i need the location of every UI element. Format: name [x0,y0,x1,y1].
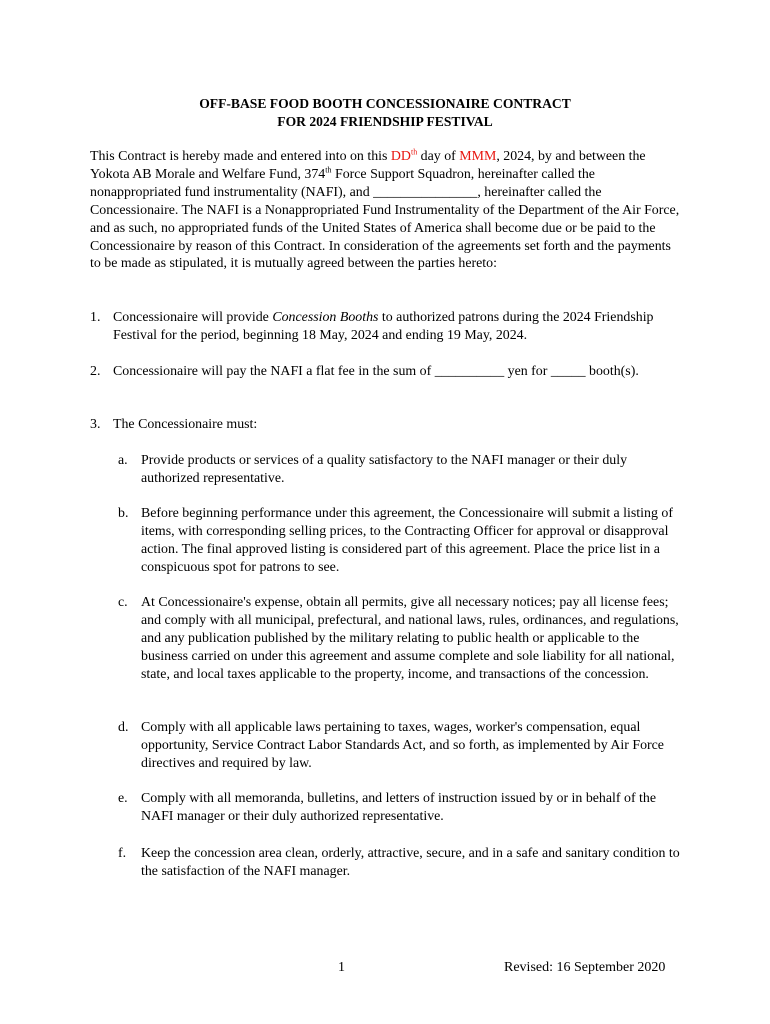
sub-item-c [118,594,688,684]
sub-item-text: Before beginning performance under this agreement, the Concessionaire will submit a listing of items, with corresponding selling prices, to the Contracting Officer for approval or disapproval action. The final approved listing is considered part of this agreement. Place the price list in a conspicuous spot for patrons to see. [141,506,673,575]
list-item-text: Concessionaire will provide [113,310,273,325]
sub-item-letter: d. [118,720,129,735]
sub-item-letter: e. [118,791,128,806]
intro-text-1: This Contract is hereby made and entered into on this [90,149,391,164]
sub-item-text: Provide products or services of a quality satisfactory to the NAFI manager or their duly authorized representative. [141,453,628,486]
list-item-number: 2. [90,364,101,379]
list-item-2 [90,363,685,381]
squadron-suffix: th [325,165,332,175]
page-number: 1 [338,960,345,975]
list-item-number: 3. [90,417,101,432]
list-item-text: The Concessionaire must: [113,417,258,432]
sub-item-b [118,505,688,577]
revision-date: Revised: 16 September 2020 [504,960,666,975]
intro-paragraph [90,148,685,273]
contract-title-line2: FOR 2024 FRIENDSHIP FESTIVAL [277,114,493,129]
month-placeholder: MMM [459,149,497,164]
day-suffix: th [410,147,418,157]
intro-text-2: day of [417,149,460,164]
sub-item-a [118,452,688,488]
day-placeholder: DD [390,149,411,164]
list-item-1 [90,309,685,345]
contract-title-line1: OFF-BASE FOOD BOOTH CONCESSIONAIRE CONTRACT [199,96,571,111]
sub-item-e [118,790,688,826]
sub-item-letter: f. [118,846,127,861]
sub-item-text: Comply with all applicable laws pertaining to taxes, wages, worker's compensation, equal opportunity, Service Contract Labor Standards Act, and so forth, as implemented by Air Force directives and required by law. [141,720,664,771]
list-item-text: to authorized patrons during the 2024 Friendship Festival for the period, beginning 18 May, 2024 and ending 19 May, 2024. [113,310,654,343]
intro-text-4: Force Support Squadron, hereinafter called the nonappropriated fund instrumentality (NAFI), and _______________, hereinafter called the Concessionaire. The NAFI is a Nonappropriated Fund Instrumentality of the Department of the Air Force, and as such, no appropriated funds of the United States of America shall become due or be paid to the Concessionaire by reason of this Contract. In consideration of the agreements set forth and the payments to be made as stipulated, it is mutually agreed between the parties hereto: [90,166,680,272]
list-item-3 [90,416,685,434]
sub-item-f [118,845,688,881]
intro-text-3: , 2024, by and between the Yokota AB Morale and Welfare Fund, 374 [90,149,646,182]
sub-item-d [118,719,688,773]
list-item-number: 1. [90,310,101,325]
list-item-text: Concessionaire will pay the NAFI a flat fee in the sum of __________ yen for _____ booth(s). [113,364,639,379]
list-item-italic-text: Concession Booths [272,310,379,325]
sub-item-text: Keep the concession area clean, orderly, attractive, secure, and in a safe and sanitary condition to the satisfaction of the NAFI manager. [141,846,680,879]
sub-item-letter: a. [118,453,128,468]
sub-item-text: Comply with all memoranda, bulletins, and letters of instruction issued by or in behalf of the NAFI manager or their duly authorized representative. [141,791,657,824]
sub-item-letter: b. [118,506,129,521]
sub-item-letter: c. [118,595,128,610]
sub-item-text: At Concessionaire's expense, obtain all permits, give all necessary notices; pay all license fees; and comply with all municipal, prefectural, and national laws, rules, ordinances, and regulations, and any publication published by the military relating to public health or applicable to the business carried on under this agreement and assume complete and sole liability for all national, state, and local taxes applicable to the property, income, and transactions of the concession. [141,595,679,682]
